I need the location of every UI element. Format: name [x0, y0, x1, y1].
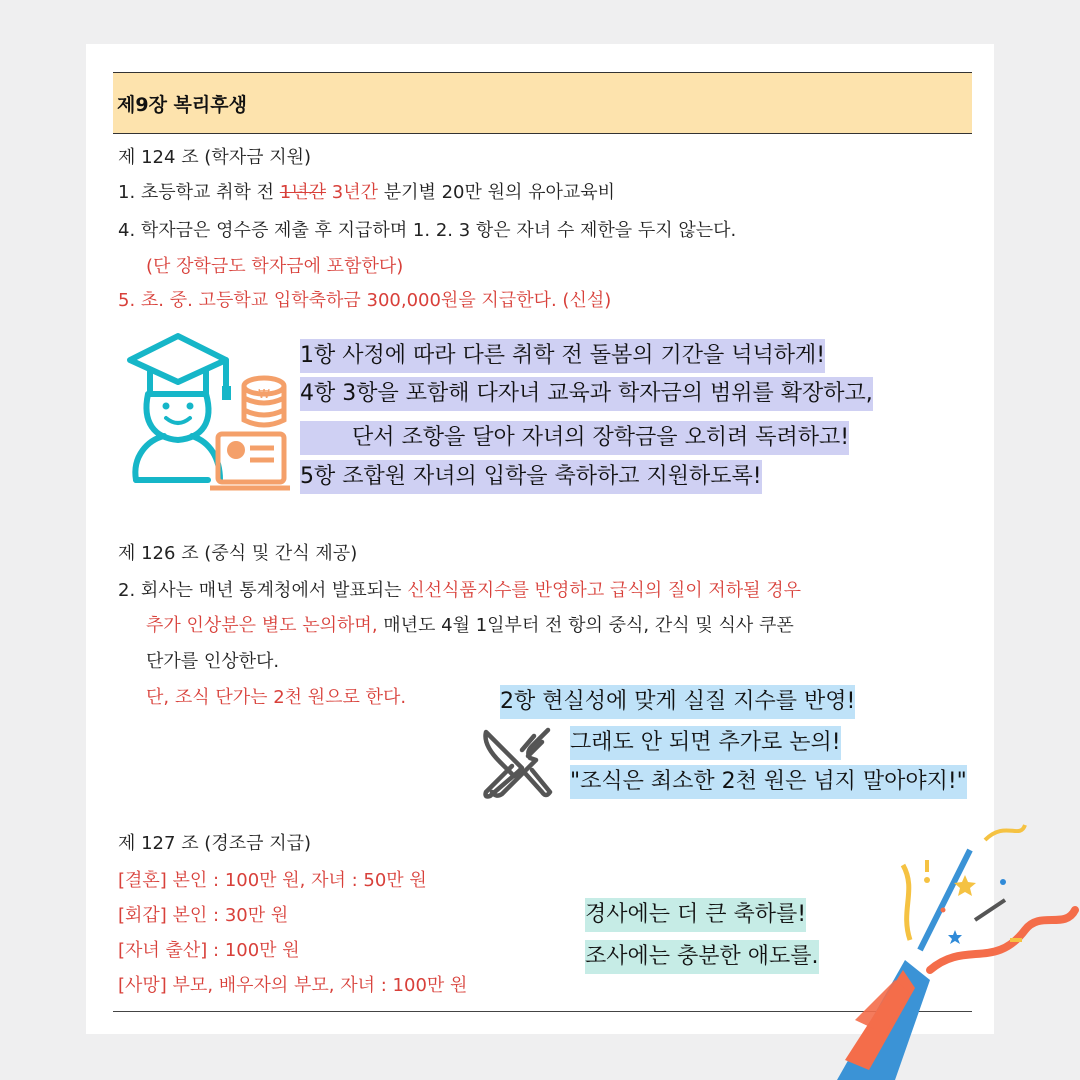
- comment-124-line-2: 4항 3항을 포함해 다자녀 교육과 학자금의 범위를 확장하고,: [300, 377, 873, 411]
- article-126-line-3: 단가를 인상한다.: [146, 651, 280, 672]
- article-126-line-4: 단, 조식 단가는 2천 원으로 한다.: [146, 687, 407, 708]
- article-127-line-4: [사망] 부모, 배우자의 부모, 자녀 : 100만 원: [118, 975, 468, 996]
- article-124-item-5: 5. 초. 중. 고등학교 입학축하금 300,000원을 지급한다. (신설): [118, 290, 612, 311]
- line2-black: 매년도 4월 1일부터 전 항의 중식, 간식 및 식사 쿠폰: [377, 615, 794, 636]
- line1-black: 2. 회사는 매년 통계청에서 발표되는: [118, 580, 408, 601]
- line1-red: 신선식품지수를 반영하고 급식의 질이 저하될 경우: [407, 580, 801, 601]
- comment-126-line-3: "조식은 최소한 2천 원은 넘지 말아야지!": [570, 765, 967, 799]
- article-124-item-4: 4. 학자금은 영수증 제출 후 지급하며 1. 2. 3 항은 자녀 수 제한을 두지 않는다.: [118, 220, 737, 241]
- article-126-heading: 제 126 조 (중식 및 간식 제공): [118, 543, 358, 564]
- line2-red: 추가 인상분은 별도 논의하며,: [146, 615, 378, 636]
- comment-124-line-3: 단서 조항을 달아 자녀의 장학금을 오히려 독려하고!: [300, 421, 849, 455]
- comment-127-line-1: 경사에는 더 큰 축하를!: [585, 898, 806, 932]
- item1-prefix: 1. 초등학교 취학 전: [118, 182, 280, 203]
- article-127-heading: 제 127 조 (경조금 지급): [118, 833, 312, 854]
- article-126-line-1: [118, 578, 801, 604]
- comment-126-line-1: 2항 현실성에 맞게 실질 지수를 반영!: [500, 685, 855, 719]
- comment-124-line-4: 5항 조합원 자녀의 입학을 축하하고 지원하도록!: [300, 460, 762, 494]
- article-124-heading: 제 124 조 (학자금 지원): [118, 147, 312, 168]
- fork-and-knife-icon: [478, 722, 558, 802]
- svg-text:₩: ₩: [258, 387, 270, 401]
- item1-suffix: 분기별 20만 원의 유아교육비: [377, 182, 616, 203]
- item1-struck-text: 1년간: [279, 182, 327, 203]
- comment-126-line-2: 그래도 안 되면 추가로 논의!: [570, 726, 841, 760]
- chapter-title: 제9장 복리후생: [117, 93, 247, 116]
- comment-127-line-2: 조사에는 충분한 애도를.: [585, 940, 819, 974]
- graduate-with-laptop-icon: [118, 330, 298, 500]
- article-124-item-1: [118, 180, 615, 206]
- comment-124-line-1: 1항 사정에 따라 다른 취학 전 돌봄의 기간을 넉넉하게!: [300, 339, 825, 373]
- item1-inserted-text: 3년간: [326, 182, 378, 203]
- party-popper-icon: [825, 820, 1080, 1080]
- article-127-line-3: [자녀 출산] : 100만 원: [118, 940, 300, 961]
- article-126-line-2: [146, 613, 794, 639]
- article-127-line-2: [회갑] 본인 : 30만 원: [118, 905, 289, 926]
- chapter-header: [113, 72, 972, 134]
- article-124-item-4-note: (단 장학금도 학자금에 포함한다): [146, 256, 404, 277]
- article-127-line-1: [결혼] 본인 : 100만 원, 자녀 : 50만 원: [118, 870, 427, 891]
